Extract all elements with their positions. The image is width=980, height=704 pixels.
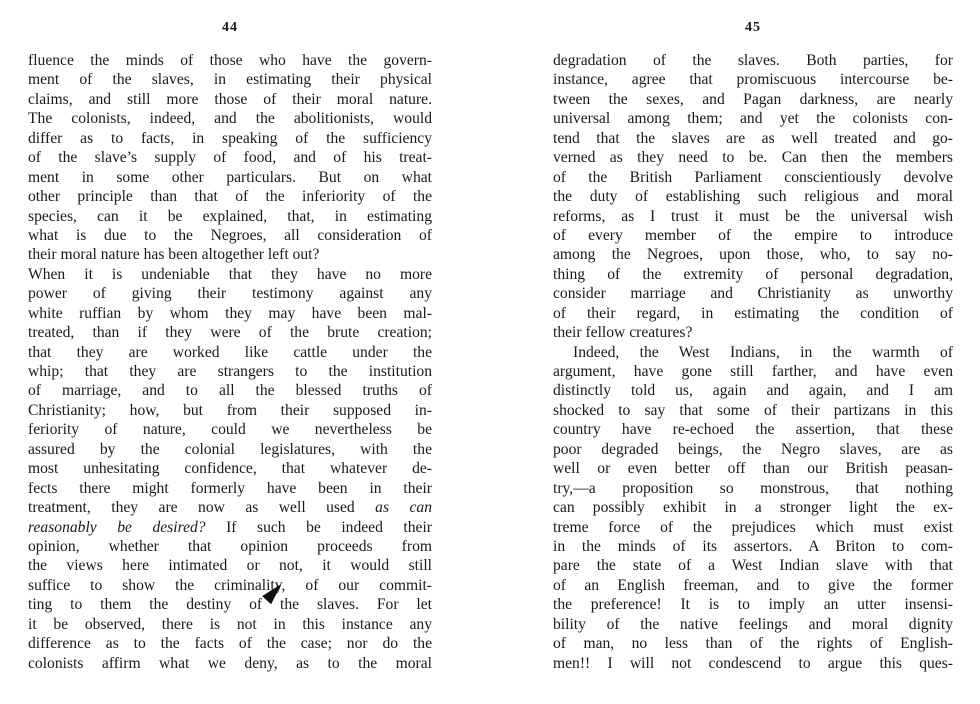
text-line [28, 148, 432, 167]
text-line [553, 109, 953, 128]
text-line [28, 498, 432, 517]
text-line [553, 245, 953, 264]
italic-text: as can [375, 499, 432, 517]
line-text: the preference! It is to imply an utter insensi- [553, 596, 953, 614]
left-page [28, 0, 432, 704]
text-line [553, 304, 953, 323]
line-text: distinctly told us, again and again, and I am [553, 382, 953, 400]
text-line [553, 343, 953, 362]
text-line [28, 70, 432, 89]
line-text: whip; that they are strangers to the institution [28, 363, 432, 380]
line-text: ment in some other particulars. But on what [28, 168, 432, 186]
left-page-number: 44 [222, 20, 238, 35]
line-text: of the slave’s supply of food, and of his treat- [28, 149, 432, 167]
line-text: that they are worked like cattle under the [28, 343, 432, 361]
line-text: power of giving their testimony against any [28, 285, 432, 303]
line-text: argument, have gone still farther, and have even [553, 363, 953, 380]
line-text: Christianity; how, but from their supposed in- [28, 401, 432, 419]
text-line [553, 362, 953, 381]
line-text: of man, no less than of the rights of English- [553, 635, 953, 653]
text-line [28, 109, 432, 128]
text-line [28, 576, 432, 595]
text-line [553, 518, 953, 537]
line-text: can possibly exhibit in a stronger light the ex- [553, 499, 953, 517]
left-page-text [28, 51, 432, 673]
line-text: feriority of nature, could we nevertheless be [28, 421, 432, 439]
text-line [28, 51, 432, 70]
italic-text: reasonably be desired? [28, 518, 206, 536]
line-text: of the British Parliament conscientiously devolve [553, 168, 953, 186]
text-line [28, 654, 432, 673]
text-line [553, 207, 953, 226]
text-line [553, 51, 953, 70]
line-text: of an English freeman, and to give the former [553, 576, 953, 594]
line-text: most unhesitating confidence, that whatever de- [28, 460, 432, 478]
line-text: verned as they need to be. Can then the members [553, 149, 953, 167]
text-line [28, 518, 432, 537]
text-line [553, 654, 953, 673]
text-line [28, 129, 432, 148]
line-text: the views here intimated or not, it would still [28, 557, 432, 575]
text-line [28, 381, 432, 400]
text-line [28, 343, 432, 362]
line-text: of every member of the empire to introduce [553, 226, 953, 244]
line-text: other principle than that of the inferiority of the [28, 188, 432, 206]
line-text: claims, and still more those of their moral nature. [28, 90, 432, 108]
line-text: country have re-echoed the assertion, that these [553, 421, 953, 439]
text-line [28, 420, 432, 439]
line-text: treatment, they are now as well used [28, 499, 355, 517]
line-text: white ruffian by whom they may have been mal- [28, 304, 432, 322]
text-line [553, 401, 953, 420]
text-line [28, 304, 432, 323]
text-line [553, 284, 953, 303]
line-text: ting to them the destiny of the slaves. For let [28, 596, 432, 614]
text-line [28, 440, 432, 459]
line-text: assured by the colonial legislatures, with the [28, 440, 432, 458]
line-text: ment of the slaves, in estimating their physical [28, 71, 432, 89]
text-line [28, 537, 432, 556]
line-text: poor degraded beings, the Negro slaves, are as [553, 440, 953, 458]
text-line [553, 479, 953, 498]
line-text: bility of the native feelings and moral dignity [553, 615, 953, 633]
text-line [553, 265, 953, 284]
text-line [553, 168, 953, 187]
line-text: what is due to the Negroes, all consideration of [28, 226, 432, 244]
line-text: tend that the slaves are as well treated and go- [553, 129, 953, 147]
line-text: the duty of establishing such religious and moral [553, 188, 953, 206]
text-line [28, 401, 432, 420]
line-text: Indeed, the West Indians, in the warmth of [573, 343, 953, 361]
line-text: treated, than if they were of the brute creation; [28, 324, 432, 342]
line-text: species, can it be explained, that, in estimating [28, 207, 432, 225]
line-text: degradation of the slaves. Both parties, for [553, 52, 953, 69]
text-line [553, 90, 953, 109]
text-line [553, 129, 953, 148]
line-text: men!! I will not condescend to argue this ques- [553, 654, 953, 672]
text-line [28, 479, 432, 498]
line-text: among the Negroes, upon those, who, to say no- [553, 246, 953, 264]
line-text: well or even better off than our British peasan- [553, 460, 953, 478]
line-text: it be observed, there is not in this instance any [28, 615, 432, 633]
line-text: shocked to say that some of their partizans in this [553, 401, 953, 419]
line-text: instance, agree that promiscuous intercourse be- [553, 71, 953, 89]
text-line [28, 615, 432, 634]
text-line [28, 265, 432, 284]
line-text: When it is undeniable that they have no more [28, 265, 432, 283]
text-line [28, 168, 432, 187]
line-text: reforms, as I trust it must be the universal wish [553, 207, 953, 225]
text-line [553, 226, 953, 245]
text-line [553, 576, 953, 595]
line-text: opinion, whether that opinion proceeds from [28, 537, 432, 555]
text-line [28, 556, 432, 575]
line-text: of their regard, in estimating the condition of [553, 304, 953, 322]
right-page-number: 45 [745, 20, 761, 35]
text-line [553, 634, 953, 653]
right-page [553, 0, 953, 704]
text-line [553, 556, 953, 575]
text-line [553, 187, 953, 206]
text-line [553, 70, 953, 89]
line-text: The colonists, indeed, and the abolitionists, would [28, 110, 432, 128]
text-line [553, 615, 953, 634]
line-text: consider marriage and Christianity as unworthy [553, 285, 953, 303]
line-text: pare the state of a West Indian slave with that [553, 557, 953, 575]
text-line [28, 187, 432, 206]
line-text: difference as to the facts of the case; nor do the [28, 635, 432, 653]
line-text: in the minds of its assertors. A Briton to com- [553, 537, 953, 555]
line-text: their fellow creatures? [553, 324, 693, 342]
text-line [553, 595, 953, 614]
line-text: their moral nature has been altogether left out? [28, 246, 320, 264]
line-text: If such be indeed their [226, 518, 432, 536]
line-text: colonists affirm what we deny, as to the moral [28, 654, 432, 672]
line-text: fects there might formerly have been in their [28, 479, 432, 497]
text-line [28, 323, 432, 342]
line-text: differ as to facts, in speaking of the sufficiency [28, 129, 432, 147]
line-text: suffice to show the criminality, of our commit- [28, 576, 432, 594]
text-line [553, 498, 953, 517]
text-line [553, 537, 953, 556]
text-line [553, 381, 953, 400]
text-line [28, 362, 432, 381]
text-line [28, 595, 432, 614]
text-line [553, 440, 953, 459]
right-page-text [553, 51, 953, 673]
text-line [553, 323, 953, 342]
text-line [28, 459, 432, 478]
text-line [28, 245, 432, 264]
text-line [553, 420, 953, 439]
line-text: tween the sexes, and Pagan darkness, are nearly [553, 90, 953, 108]
line-text: treme force of the prejudices which must exist [553, 518, 953, 536]
line-text: universal among them; and yet the colonists con- [553, 110, 953, 128]
line-text: fluence the minds of those who have the govern- [28, 52, 432, 69]
text-line [28, 90, 432, 109]
text-line [28, 284, 432, 303]
text-line [553, 459, 953, 478]
text-line [28, 634, 432, 653]
line-text: of marriage, and to all the blessed truths of [28, 382, 432, 400]
text-line [28, 207, 432, 226]
line-text: try,—a proposition so monstrous, that nothing [553, 479, 953, 497]
text-line [28, 226, 432, 245]
text-line [553, 148, 953, 167]
line-text: thing of the extremity of personal degradation, [553, 265, 953, 283]
